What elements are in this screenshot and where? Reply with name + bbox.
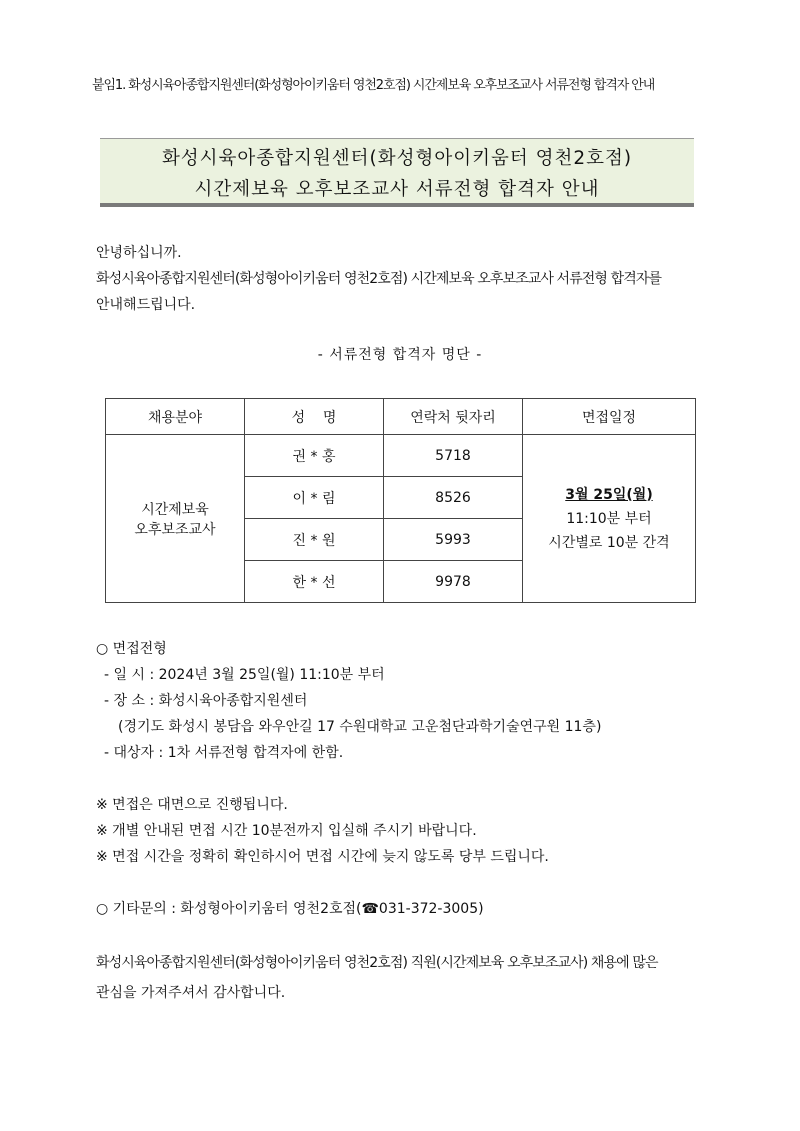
name-cell: 진 * 원 [245, 519, 384, 561]
field-line-1: 시간제보육 [141, 501, 209, 518]
phone-cell: 9978 [384, 561, 523, 603]
note-2: ※ 개별 안내된 면접 시간 10분전까지 입실해 주시기 바랍니다. [96, 823, 477, 839]
list-heading: - 서류전형 합격자 명단 - [317, 347, 483, 363]
name-cell: 한 * 선 [245, 561, 384, 603]
greeting: 안녕하십니까. [96, 245, 182, 261]
title-line-1: 화성시육아종합지원센터(화성형아이키움터 영천2호점) [161, 148, 633, 169]
header-name: 성 명 [245, 399, 384, 435]
interview-address: (경기도 화성시 봉담읍 와우안길 17 수원대학교 고운첨단과학기술연구원 11층) [118, 719, 602, 735]
passer-table [105, 398, 696, 603]
header-field: 채용분야 [106, 399, 245, 435]
closing-line-2: 관심을 가져주셔서 감사합니다. [96, 985, 286, 1001]
schedule-cell [523, 435, 696, 603]
title-line-2: 시간제보육 오후보조교사 서류전형 합격자 안내 [194, 179, 600, 200]
intro-paragraph [96, 240, 716, 318]
title-box [100, 138, 694, 207]
schedule-date: 3월 25일(월) [565, 486, 653, 503]
interview-heading: ○ 면접전형 [96, 641, 167, 657]
name-cell: 이 * 림 [245, 477, 384, 519]
contact-line: ○ 기타문의 : 화성형아이키움터 영천2호점(☎031-372-3005) [96, 901, 484, 917]
table-row [106, 435, 696, 477]
name-cell: 권 * 홍 [245, 435, 384, 477]
phone-cell: 5718 [384, 435, 523, 477]
phone-cell: 5993 [384, 519, 523, 561]
schedule-time: 11:10분 부터 [566, 510, 652, 527]
phone-cell: 8526 [384, 477, 523, 519]
interview-datetime: - 일 시 : 2024년 3월 25일(월) 11:10분 부터 [104, 667, 385, 683]
interview-place: - 장 소 : 화성시육아종합지원센터 [104, 693, 308, 709]
schedule-interval: 시간별로 10분 간격 [548, 534, 670, 551]
attachment-line: 붙임1. 화성시육아종합지원센터(화성형아이키움터 영천2호점) 시간제보육 오후보조교사 서류전형 합격자 안내 [92, 78, 655, 93]
field-cell [106, 435, 245, 603]
note-3: ※ 면접 시간을 정확히 확인하시어 면접 시간에 늦지 않도록 당부 드립니다. [96, 849, 549, 865]
header-phone: 연락처 뒷자리 [384, 399, 523, 435]
intro-line-2: 화성시육아종합지원센터(화성형아이키움터 영천2호점) 시간제보육 오후보조교사 서류전형 합격자를 [96, 271, 662, 287]
header-schedule: 면접일정 [523, 399, 696, 435]
intro-line-3: 안내해드립니다. [96, 297, 196, 313]
interview-target: - 대상자 : 1차 서류전형 합격자에 한함. [104, 745, 344, 761]
table-header-row [106, 399, 696, 435]
note-1: ※ 면접은 대면으로 진행됩니다. [96, 797, 288, 813]
field-line-2: 오후보조교사 [134, 521, 216, 538]
closing-paragraph [96, 948, 716, 1008]
closing-line-1: 화성시육아종합지원센터(화성형아이키움터 영천2호점) 직원(시간제보육 오후보조교사) 채용에 많은 [96, 955, 658, 971]
